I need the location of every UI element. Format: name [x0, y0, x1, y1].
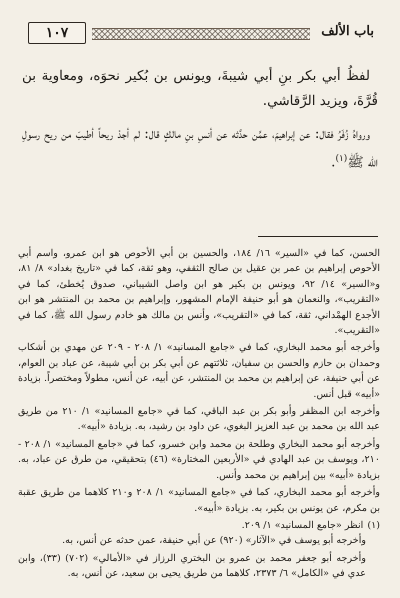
- footnote-ref: (١): [335, 154, 348, 164]
- footnotes: [18, 246, 380, 584]
- footnote-paragraph: وأخرجه أبو محمد البخاري وطلحة بن محمد وابن خسرو، كما في «جامع المسانيد» ١/ ٢٠٨ - ٢١٠، ويوسف بن عبد الهادي في «الأربعين المختارة» (٤٦) بتحقيقي، من طرق عن عباد، به. بزيادة «أبيه» بين إبراهيم بن محمد وأنس.: [18, 438, 380, 481]
- footnote-paragraph: وأخرجه ابن المظفر وأبو بكر بن عبد الباقي، كما في «جامع المسانيد» ١/ ٢١٠ من طريق عبد الله بن محمد بن عبد العزيز البغوي، عن داود بن رشيد، به. بزيادة «أبيه».: [18, 406, 380, 433]
- header-ornament: [92, 28, 310, 40]
- footnote-paragraph: وأخرجه أبو محمد البخاري، كما في «جامع المسانيد» ١/ ٢٠٨ و٢١٠ كلاهما من طريق عقبة بن مكرم، عن يونس بن بكير، به. بزيادة «أبيه».: [18, 487, 380, 514]
- main-paragraph: لفظُ أبي بكر بنِ أبي شيبةَ، ويونس بن بُكير نحوَه، ومعاوية بن قُرَّةَ، ويزيد الرَّقاشي.: [22, 68, 378, 109]
- main-text: [22, 64, 378, 184]
- footnote-line: وأخرجه أبو يوسف في «الآثار» (٩٢٠) عن أبي حنيفة، عمن حدثه عن أنس، به.: [62, 535, 366, 547]
- footnote-paragraph: الحسن، كما في «السير» ١٦/ ١٨٤، والحسين بن أبي الأحوص هو ابن عمرو، واسم أبي الأحوص إبراهيم بن عمر بن عقيل بن صالح الثقفي، وهو ثقة، كما في «تاريخ بغداد» ٨/ ٨١، و«السير» ١٤/ ٩٢، ويونس بن بكير هو ابن واصل الشيباني، صدوق يُخطئ، كما في «التقريب»، والنعمان هو أبو حنيفة الإمام المشهور، وإبراهيم بن محمد بن المنتشر هو ابن الأجدع الهمْداني، ثقة، كما في «التقريب»، وأنس بن مالك هو خادم رسول الله ﷺ، كما في «التقريب».: [18, 248, 380, 337]
- quote-text: ورواهُ زُفَرُ فقال: عن إبراهيمَ، عمَّن حدَّثه عن أنسِ بنِ مالكٍ قال: لم أجدْ ريحاً أطيبَ من ريح رسولِ الله ﷺ: [22, 126, 378, 171]
- page-header: [20, 22, 380, 44]
- footnote-1: [18, 518, 380, 533]
- main-paragraph: ورواهُ زُفَرُ فقال: عن إبراهيمَ، عمَّن حدَّثه عن أنسِ بنِ مالكٍ قال: لم أجدْ ريحاً أطيبَ من ريح رسولِ الله ﷺ$^{(١)}$.: [22, 126, 378, 171]
- footnote-separator: [258, 236, 378, 237]
- running-title: باب الألف: [321, 24, 374, 39]
- footnote-line: انظر «جامع المسانيد» ١/ ٢٠٩.: [241, 519, 364, 531]
- page-number: ١٠٧: [28, 22, 86, 44]
- footnote-number: (١): [367, 519, 380, 531]
- footnote-paragraph: وأخرجه أبو محمد البخاري، كما في «جامع المسانيد» ١/ ٢٠٨ - ٢٠٩ عن مهدي بن أشكاب وحمدان بن حازم والحسن بن سفيان، ثلاثتهم عن أبي بكر بن أبي شيبة، عن عباد بن العوام، عن أبي حنيفة، عن إبراهيم بن محمد بن المنتشر، عن أبيه، عن أنس، مطولاً ومختصراً. بزيادة «أبيه» قبل أنس.: [18, 342, 380, 400]
- footnote-line: وأخرجه أبو جعفر محمد بن عمرو بن البختري الرزاز في «الأمالي» (٧٠٢) (٣٣)، وابن عدي في «الكامل» ٦/ ٢٣٧٣، كلاهما من طريق يحيى بن سعيد، عن أنس، به.: [18, 552, 366, 580]
